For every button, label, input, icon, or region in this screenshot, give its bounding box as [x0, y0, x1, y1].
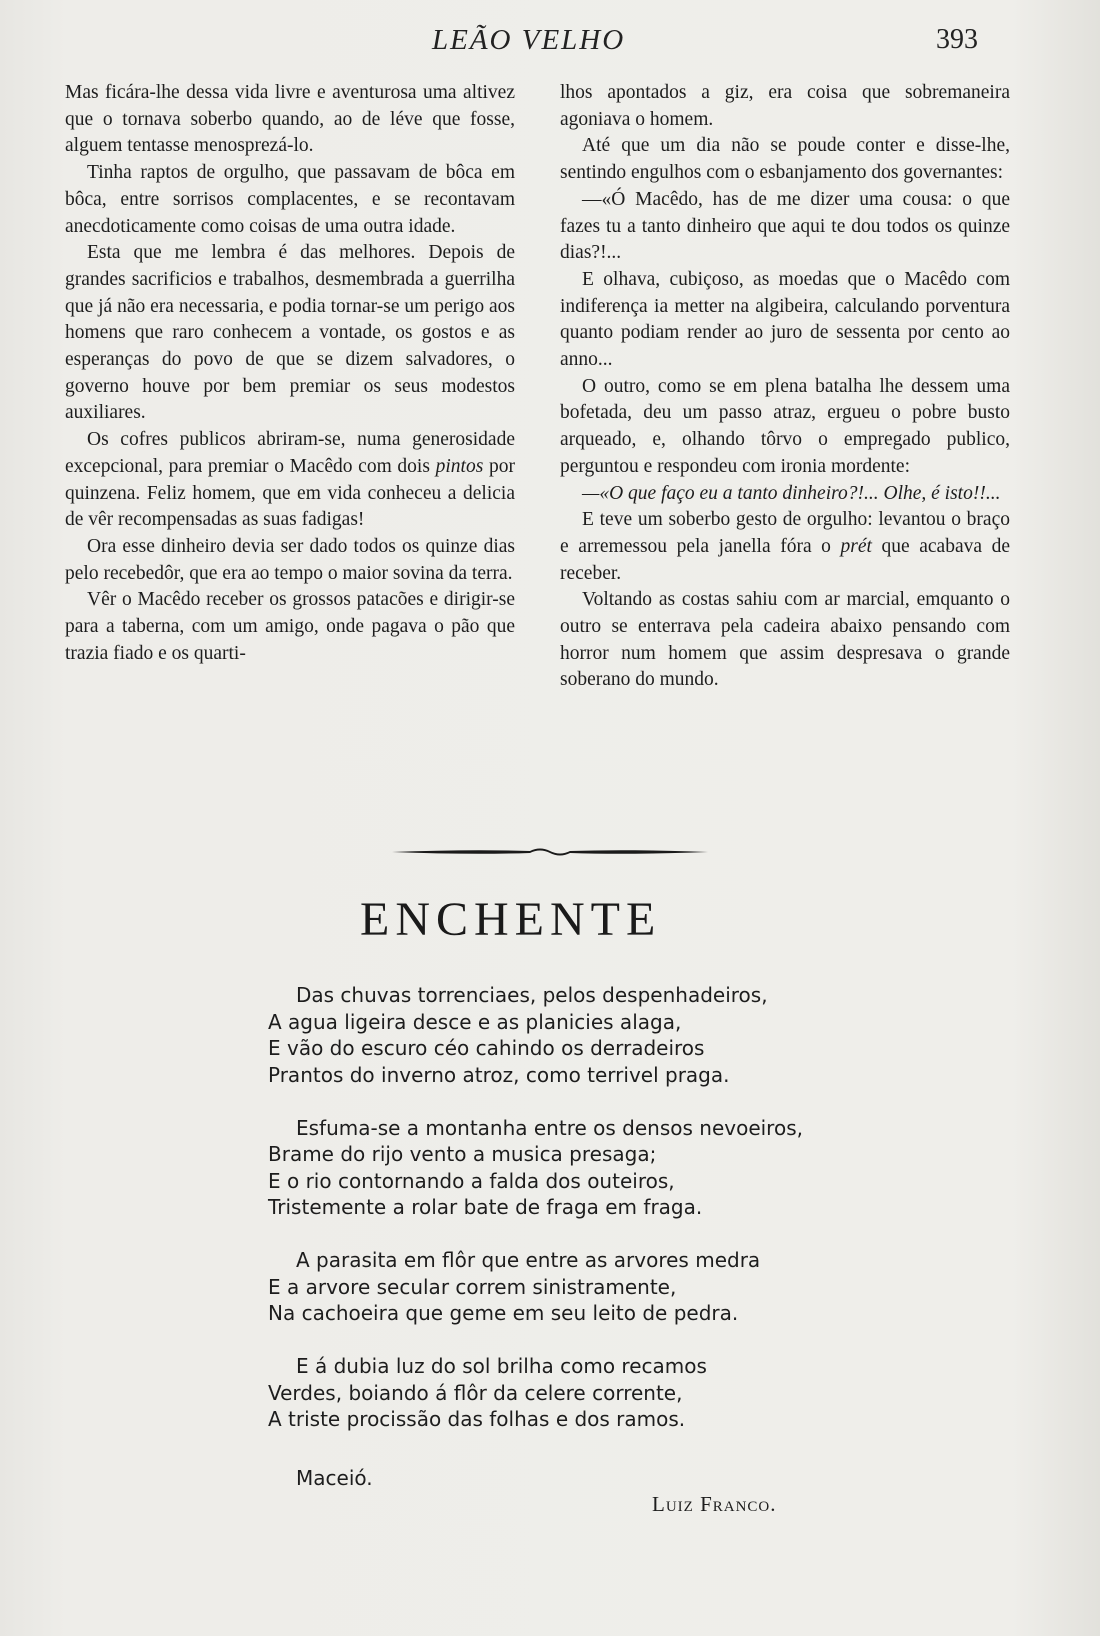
ornamental-divider — [390, 842, 710, 862]
left-column — [65, 80, 515, 667]
stanza — [268, 982, 868, 1088]
verse: Tristemente a rolar bate de fraga em fraga. — [268, 1195, 703, 1219]
paragraph: Ora esse dinheiro devia ser dado todos os quinze dias pelo recebedôr, que era ao tempo o maior sovina da terra. — [65, 535, 515, 584]
page-number: 393 — [936, 24, 978, 55]
paragraph: —«Ó Macêdo, has de me dizer uma cousa: o que fazes tu a tanto dinheiro que aqui te dou todos os quinze dias?!... — [560, 188, 1010, 264]
poem-body — [268, 982, 868, 1459]
verse: Verdes, boiando á flôr da celere corrente, — [268, 1380, 683, 1405]
verse: E a arvore secular correm sinistramente, — [268, 1274, 677, 1299]
paragraph: Até que um dia não se poude conter e disse-lhe, sentindo engulhos com o esbanjamento dos governantes: — [560, 135, 1010, 184]
text-run: por quinzena. Feliz homem, que em vida conheceu a delicia de vêr recompensadas as suas fadigas! — [65, 455, 515, 531]
paragraph: Esta que me lembra é das melhores. Depois de grandes sacrificios e trabalhos, desmembrada a guerrilha que já não era necessaria, e podia tornar-se um perigo aos homens que raro conhecem a vontade, os gostos e as esperanças do povo de que se dizem salvadores, o governo houve por bem premiar os seus modestos auxiliares. — [65, 242, 515, 424]
text-run: E teve um soberbo gesto de orgulho: levantou o braço e arremessou pela janella fóra o — [560, 509, 1010, 557]
stanza — [268, 1247, 868, 1327]
verse: A agua ligeira desce e as planicies alaga, — [268, 1009, 682, 1034]
paragraph: Tinha raptos de orgulho, que passavam de bôca em bôca, entre sorrisos complacentes, e se recontavam anecdoticamente como coisas de uma outra idade. — [65, 162, 515, 237]
stanza — [268, 1353, 868, 1433]
verse: E o rio contornando a falda dos outeiros, — [268, 1168, 675, 1193]
paragraph: Voltando as costas sahiu com ar marcial, emquanto o outro se enterrava pela cadeira abaixo pensando com horror num homem que assim despresava o grande soberano do mundo. — [560, 589, 1010, 691]
poem-title: ENCHENTE — [360, 893, 662, 946]
italic-quote: —«O que faço eu a tanto dinheiro?!... Olhe, é isto!!... — [582, 482, 1001, 504]
verse: E á dubia luz do sol brilha como recamos — [296, 1354, 707, 1378]
verse: A parasita em flôr que entre as arvores medra — [296, 1248, 761, 1272]
italic-word: pintos — [435, 455, 484, 477]
verse: Na cachoeira que geme em seu leito de pedra. — [268, 1301, 739, 1325]
paragraph: O outro, como se em plena batalha lhe dessem uma bofetada, deu um passo atraz, ergueu o pobre busto arqueado, e, olhando tôrvo o empregado publico, perguntou e respondeu com ironia mordente: — [560, 375, 1010, 477]
italic-word: prét — [840, 535, 872, 557]
paragraph: E olhava, cubiçoso, as moedas que o Macêdo com indiferença ia metter na algibeira, calculando porventura quanto podiam render ao juro de sessenta por cento ao anno... — [560, 268, 1010, 371]
text-run: Os cofres publicos abriram-se, numa generosidade excepcional, para premiar o Macêdo com dois — [65, 429, 515, 477]
paragraph — [560, 507, 1010, 587]
verse: Brame do rijo vento a musica presaga; — [268, 1142, 657, 1166]
verse: Prantos do inverno atroz, como terrivel praga. — [268, 1062, 730, 1087]
verse: E vão do escuro céo cahindo os derradeiros — [268, 1036, 705, 1060]
poem-place: Maceió. — [296, 1466, 373, 1490]
page-header — [0, 20, 1100, 60]
poem-author: Luiz Franco. — [652, 1492, 777, 1516]
right-column — [560, 80, 1010, 694]
stanza — [268, 1115, 868, 1221]
text-run: que acabava de receber. — [560, 535, 1010, 584]
paragraph: Mas ficára-lhe dessa vida livre e aventurosa uma altivez que o tornava soberbo quando, ao de léve que fosse, alguem tentasse menosprezá-lo. — [65, 82, 515, 157]
verse: A triste procissão das folhas e dos ramos. — [268, 1407, 686, 1431]
running-title: LEÃO VELHO — [432, 24, 626, 56]
verse: Esfuma-se a montanha entre os densos nevoeiros, — [296, 1115, 803, 1140]
paragraph: lhos apontados a giz, era coisa que sobremaneira agoniava o homem. — [560, 82, 1010, 130]
paragraph — [65, 427, 515, 534]
verse: Das chuvas torrenciaes, pelos despenhadeiros, — [296, 983, 768, 1007]
article-body — [65, 80, 1015, 810]
paragraph: Vêr o Macêdo receber os grossos patacões e dirigir-se para a taberna, com um amigo, onde pagava o pão que trazia fiado e os quarti- — [65, 589, 515, 664]
